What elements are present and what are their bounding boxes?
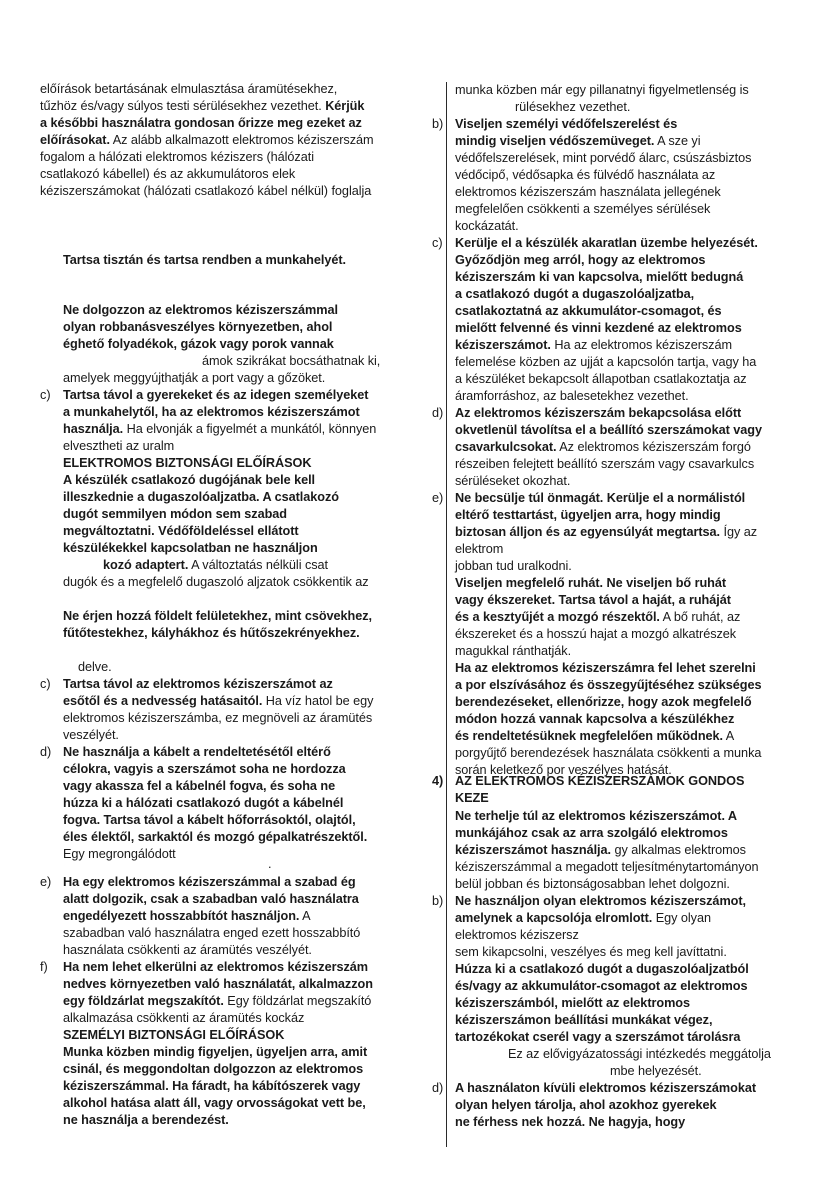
right-text-line bbox=[455, 711, 734, 728]
left-text-line bbox=[63, 387, 368, 404]
right-text-line bbox=[455, 1080, 756, 1097]
left-text-line bbox=[63, 959, 368, 976]
body-text: Egy olyan bbox=[652, 911, 711, 925]
body-text: A bbox=[723, 729, 735, 743]
bold-text: egy földzárlat megszakítót. bbox=[63, 994, 224, 1008]
left-text-line bbox=[63, 942, 312, 959]
left-text-line bbox=[63, 744, 331, 761]
right-text-line bbox=[455, 422, 762, 439]
bold-text: ne férhess nek hozzá. Ne hagyja, hogy bbox=[455, 1115, 686, 1129]
left-text-line bbox=[63, 1095, 366, 1112]
bold-text: és/vagy az akkumulátor-csomagot az elektromos bbox=[455, 979, 748, 993]
list-marker: d) bbox=[432, 1081, 444, 1095]
bold-text: a por elszívásához és összegyűjtéséhez szükséges bbox=[455, 678, 762, 692]
bold-text: A készülék csatlakozó dugójának bele kell bbox=[63, 473, 316, 487]
right-text-line bbox=[455, 456, 754, 473]
right-text-line bbox=[455, 201, 710, 218]
list-marker: 4) bbox=[432, 774, 444, 788]
bold-text: Győződjön meg arról, hogy az elektromos bbox=[455, 253, 706, 267]
bold-text: a csatlakozó dugót a dugaszolóaljzatba, bbox=[455, 287, 695, 301]
right-text-line bbox=[455, 354, 756, 371]
left-text-line bbox=[63, 506, 287, 523]
bold-text: olyan robbanásveszélyes környezetben, ahol bbox=[63, 320, 333, 334]
bold-text: előírásokat. bbox=[40, 133, 110, 147]
left-text-line bbox=[63, 319, 332, 336]
bold-text: munkájához csak az arra szolgáló elektromos bbox=[455, 826, 728, 840]
bold-text: célokra, vagyis a szerszámot soha ne hordozza bbox=[63, 762, 346, 776]
left-text-line bbox=[63, 761, 346, 778]
bold-text: éghető folyadékok, gázok vagy porok vannak bbox=[63, 337, 334, 351]
body-text: rülésekhez vezethet. bbox=[515, 100, 631, 114]
bold-text: fogva. Tartsa távol a kábelt hőforrásoktól, olajtól, bbox=[63, 813, 356, 827]
left-text-line bbox=[40, 132, 374, 149]
left-text-line bbox=[63, 1027, 284, 1044]
left-text-line bbox=[103, 557, 328, 574]
left-text-line bbox=[63, 489, 339, 506]
right-text-line bbox=[455, 269, 743, 286]
bold-text: mielőtt felvenné és vinni kezdené az elektromos bbox=[455, 321, 742, 335]
body-text: elektromos kéziszerszám használata jellegének bbox=[455, 185, 721, 199]
body-text: felemelése közben az ujját a kapcsolón tartja, vagy ha bbox=[455, 355, 757, 369]
body-text: munka közben már egy pillanatnyi figyelmetlenség is bbox=[455, 83, 749, 97]
body-text: delve. bbox=[78, 660, 112, 674]
bold-text: SZEMÉLYI BIZTONSÁGI ELŐÍRÁSOK bbox=[63, 1028, 285, 1042]
left-text-line bbox=[63, 795, 343, 812]
left-text-line bbox=[202, 353, 380, 370]
bold-text: csatlakoztatná az akkumulátor-csomagot, és bbox=[455, 304, 722, 318]
list-marker: f) bbox=[40, 960, 48, 974]
body-text: mbe helyezését. bbox=[610, 1064, 702, 1078]
body-text: veszélyét. bbox=[63, 728, 119, 742]
left-text-line bbox=[40, 149, 314, 166]
right-text-line bbox=[610, 1063, 702, 1080]
right-text-line bbox=[455, 626, 736, 643]
body-text: Ha elvonják a figyelmét a munkától, könnyen bbox=[123, 422, 377, 436]
bold-text: AZ ELEKTROMOS KÉZISZERSZÁMOK GONDOS bbox=[455, 774, 745, 788]
right-text-line bbox=[455, 910, 711, 927]
bold-text: megváltoztatni. Védőföldeléssel ellátott bbox=[63, 524, 299, 538]
left-text-line bbox=[63, 874, 356, 891]
bold-text: olyan helyen tárolja, ahol azokhoz gyerekek bbox=[455, 1098, 717, 1112]
left-text-line bbox=[63, 540, 318, 557]
bold-text: dugót semmilyen módon sem szabad bbox=[63, 507, 287, 521]
body-text: elvesztheti az uralm bbox=[63, 439, 175, 453]
column-divider bbox=[446, 82, 447, 1147]
body-text: Az elektromos kéziszerszám forgó bbox=[556, 440, 751, 454]
left-text-line bbox=[40, 115, 362, 132]
body-text: elektrom bbox=[455, 542, 504, 556]
right-text-line bbox=[455, 825, 728, 842]
body-text: belül jobban és biztonságosabban lehet dolgozni. bbox=[455, 877, 730, 891]
bold-text: Ne használja a kábelt a rendeltetésétől eltérő bbox=[63, 745, 331, 759]
body-text: megfelelően csökkenti a személyes sérülések bbox=[455, 202, 711, 216]
right-text-line bbox=[455, 490, 745, 507]
right-text-line bbox=[455, 893, 746, 910]
right-text-line bbox=[455, 1012, 712, 1029]
body-text: kéziszerszámokat (hálózati csatlakozó kábel nélkül) foglalja bbox=[40, 184, 372, 198]
bold-text: éles élektől, sarkaktól és mozgó gépalkatrészektől. bbox=[63, 830, 368, 844]
right-text-line bbox=[455, 876, 730, 893]
right-text-line bbox=[455, 405, 741, 422]
left-text-line bbox=[63, 370, 325, 387]
right-text-line bbox=[455, 524, 757, 541]
right-text-line bbox=[455, 133, 701, 150]
body-text: sérüléseket okozhat. bbox=[455, 474, 571, 488]
body-text: során keletkező por veszélyes hatását. bbox=[455, 763, 672, 777]
left-text-line bbox=[63, 908, 311, 925]
left-text-line bbox=[63, 302, 338, 319]
bold-text: Ne terhelje túl az elektromos kéziszerszámot. A bbox=[455, 809, 738, 823]
left-text-line bbox=[63, 438, 174, 455]
body-text: ámok szikrákat bocsáthatnak ki, bbox=[202, 354, 381, 368]
right-text-line bbox=[455, 643, 571, 660]
body-text: tűzhöz és/vagy súlyos testi sérülésekhez vezethet. bbox=[40, 99, 326, 113]
right-text-line bbox=[455, 995, 690, 1012]
left-text-line bbox=[63, 993, 371, 1010]
bold-text: kéziszerszámmal. Ha fáradt, ha kábítószerek vagy bbox=[63, 1079, 361, 1093]
left-text-line bbox=[40, 166, 295, 183]
right-text-line bbox=[455, 927, 579, 944]
bold-text: esőtől és a nedvesség hatásaitól. bbox=[63, 694, 263, 708]
bold-text: Ne érjen hozzá földelt felületekhez, mint csövekhez, bbox=[63, 609, 373, 623]
list-marker: e) bbox=[432, 491, 444, 505]
body-text: jobban tud uralkodni. bbox=[455, 559, 572, 573]
body-text: Ha az elektromos kéziszerszám bbox=[550, 338, 732, 352]
bold-text: Húzza ki a csatlakozó dugót a dugaszolóaljzatból bbox=[455, 962, 749, 976]
right-text-line bbox=[455, 961, 749, 978]
right-text-line bbox=[455, 439, 751, 456]
right-text-line bbox=[455, 82, 749, 99]
body-text: gy alkalmas elektromos bbox=[611, 843, 746, 857]
bold-text: vagy akassza fel a kábelnél fogva, és soha ne bbox=[63, 779, 336, 793]
left-text-line bbox=[63, 710, 372, 727]
body-text: fogalom a hálózati elektromos kéziszers (hálózati bbox=[40, 150, 314, 164]
right-text-line bbox=[455, 303, 722, 320]
left-text-line bbox=[63, 727, 119, 744]
body-text: csatlakozó kábellel) és az akkumulátoros elek bbox=[40, 167, 296, 181]
bold-text: Tartsa tisztán és tartsa rendben a munkahelyét. bbox=[63, 253, 346, 267]
left-text-line bbox=[63, 829, 367, 846]
bold-text: okvetlenül távolítsa el a beállító szerszámokat vagy bbox=[455, 423, 762, 437]
body-text: A bbox=[299, 909, 311, 923]
body-text: áramforráshoz, az balesetekhez vezethet. bbox=[455, 389, 689, 403]
bold-text: KEZE bbox=[455, 791, 489, 805]
left-text-line bbox=[63, 574, 369, 591]
right-text-line bbox=[515, 99, 630, 116]
right-text-line bbox=[455, 660, 756, 677]
bold-text: Ne becsülje túl önmagát. Kerülje el a normálistól bbox=[455, 491, 746, 505]
left-text-line bbox=[63, 925, 360, 942]
right-text-line bbox=[455, 978, 748, 995]
bold-text: Kerülje el a készülék akaratlan üzembe helyezését. bbox=[455, 236, 758, 250]
body-text: védőfelszerelések, mint porvédő álarc, csúszásbiztos bbox=[455, 151, 752, 165]
right-text-line bbox=[455, 235, 758, 252]
bold-text: a munkahelytől, ha az elektromos kéziszerszámot bbox=[63, 405, 360, 419]
bold-text: kéziszerszám ki van kapcsolva, mielőtt bedugná bbox=[455, 270, 744, 284]
right-text-line bbox=[455, 745, 761, 762]
body-text: A bő ruhát, az bbox=[659, 610, 741, 624]
body-text: Egy megrongálódott bbox=[63, 847, 176, 861]
left-text-line bbox=[63, 1010, 304, 1027]
body-text: elektromos kéziszersz bbox=[455, 928, 579, 942]
bold-text: kéziszerszámot. bbox=[455, 338, 551, 352]
bold-text: csinál, és meggondoltan dolgozzon az elektromos bbox=[63, 1062, 364, 1076]
body-text: A sze yi bbox=[654, 134, 701, 148]
right-text-line bbox=[455, 252, 705, 269]
right-text-line bbox=[455, 808, 737, 825]
bold-text: Kérjük bbox=[325, 99, 365, 113]
bold-text: készülékekkel kapcsolatban ne használjon bbox=[63, 541, 318, 555]
right-text-line bbox=[455, 1029, 740, 1046]
bold-text: Tartsa távol az elektromos kéziszerszámot az bbox=[63, 677, 333, 691]
bold-text: Ha egy elektromos kéziszerszámmal a szabad ég bbox=[63, 875, 356, 889]
bold-text: engedélyezett hosszabbítót használjon. bbox=[63, 909, 300, 923]
body-text: magukkal ránthatják. bbox=[455, 644, 572, 658]
right-text-line bbox=[455, 337, 732, 354]
right-text-line bbox=[455, 320, 742, 337]
left-text-line bbox=[63, 404, 360, 421]
right-text-line bbox=[455, 116, 677, 133]
right-text-line bbox=[455, 790, 489, 807]
bold-text: eltérő testtartást, ügyeljen arra, hogy mindig bbox=[455, 508, 721, 522]
right-text-line bbox=[455, 773, 744, 790]
body-text: részeiben felejtett beállító szerszám vagy csavarkulcs bbox=[455, 457, 755, 471]
right-text-line bbox=[455, 575, 726, 592]
left-text-line bbox=[63, 472, 315, 489]
left-text-line bbox=[63, 1044, 367, 1061]
bold-text: nedves környezetben való használatát, alkalmazzon bbox=[63, 977, 373, 991]
body-text: amelyek meggyújthatják a port vagy a gőzöket. bbox=[63, 371, 326, 385]
body-text: elektromos kéziszerszámba, ez megnöveli az áramütés bbox=[63, 711, 373, 725]
right-text-line bbox=[455, 507, 721, 524]
bold-text: ELEKTROMOS BIZTONSÁGI ELŐÍRÁSOK bbox=[63, 456, 312, 470]
body-text: előírások betartásának elmulasztása áramütésekhez, bbox=[40, 82, 338, 96]
left-text-line bbox=[63, 846, 176, 863]
right-text-line bbox=[455, 842, 746, 859]
left-text-line bbox=[63, 693, 373, 710]
left-text-line bbox=[268, 856, 271, 873]
right-text-line bbox=[455, 944, 727, 961]
left-text-line bbox=[63, 1112, 229, 1129]
left-text-line bbox=[40, 98, 364, 115]
left-text-line bbox=[63, 421, 376, 438]
bold-text: biztosan álljon és az egyensúlyát megtartsa. bbox=[455, 525, 721, 539]
bold-text: ne használja a berendezést. bbox=[63, 1113, 229, 1127]
body-text: porgyűjtő berendezések használata csökkenti a munka bbox=[455, 746, 762, 760]
right-text-line bbox=[455, 388, 689, 405]
left-text-line bbox=[63, 891, 359, 908]
right-text-line bbox=[455, 218, 519, 235]
bold-text: kéziszerszámból, mielőtt az elektromos bbox=[455, 996, 691, 1010]
body-text: kéziszerszámmal a megadott teljesítménytartományon bbox=[455, 860, 759, 874]
list-marker: b) bbox=[432, 117, 444, 131]
left-text-line bbox=[63, 778, 335, 795]
body-text: Ha víz hatol be egy bbox=[262, 694, 374, 708]
left-text-line bbox=[63, 1078, 360, 1095]
left-text-line bbox=[63, 976, 373, 993]
bold-text: csavarkulcsokat. bbox=[455, 440, 557, 454]
bold-text: Ha az elektromos kéziszerszámra fel lehet szerelni bbox=[455, 661, 756, 675]
right-text-line bbox=[455, 592, 731, 609]
bold-text: húzza ki a hálózati csatlakozó dugót a kábelnél bbox=[63, 796, 344, 810]
list-marker: d) bbox=[432, 406, 444, 420]
left-text-line bbox=[63, 252, 346, 269]
body-text: a készüléket bekapcsolt állapotban csatlakoztatja az bbox=[455, 372, 747, 386]
left-text-line bbox=[40, 81, 337, 98]
bold-text: tartozékokat cserél vagy a szerszámot tárolásra bbox=[455, 1030, 741, 1044]
left-text-line bbox=[63, 625, 360, 642]
left-text-line bbox=[63, 523, 299, 540]
body-text: A változtatás nélküli csat bbox=[188, 558, 329, 572]
right-text-line bbox=[455, 473, 570, 490]
body-text: alkalmazása csökkenti az áramütés kockáz bbox=[63, 1011, 305, 1025]
bold-text: Viseljen személyi védőfelszerelést és bbox=[455, 117, 678, 131]
left-text-line bbox=[63, 455, 311, 472]
body-text: használata csökkenti az áramütés veszélyét. bbox=[63, 943, 312, 957]
body-text: Az alább alkalmazott elektromos kéziszerszám bbox=[109, 133, 374, 147]
bold-text: mindig viseljen védőszemüveget. bbox=[455, 134, 655, 148]
body-text: ékszereket és a hosszú hajat a mozgó alkatrészek bbox=[455, 627, 737, 641]
right-text-line bbox=[455, 1114, 685, 1131]
bold-text: alatt dolgozik, csak a szabadban való használatra bbox=[63, 892, 359, 906]
right-text-line bbox=[455, 558, 572, 575]
left-text-line bbox=[40, 183, 371, 200]
left-text-line bbox=[63, 336, 334, 353]
bold-text: fűtőtestekhez, kályhákhoz és hűtőszekrényekhez. bbox=[63, 626, 360, 640]
right-text-line bbox=[455, 167, 715, 184]
list-marker: c) bbox=[40, 677, 51, 691]
body-text: védőcipő, védősapka és fülvédő használata az bbox=[455, 168, 716, 182]
left-text-line bbox=[63, 812, 356, 829]
body-text: . bbox=[268, 857, 272, 871]
bold-text: kéziszerszámot használja. bbox=[455, 843, 612, 857]
right-text-line bbox=[455, 184, 721, 201]
right-text-line bbox=[455, 728, 734, 745]
body-text: Egy földzárlat megszakító bbox=[223, 994, 372, 1008]
body-text: szabadban való használatra enged ezett hosszabbító bbox=[63, 926, 361, 940]
left-text-line bbox=[63, 676, 333, 693]
bold-text: A használaton kívüli elektromos kéziszerszámokat bbox=[455, 1081, 757, 1095]
bold-text: Az elektromos kéziszerszám bekapcsolása előtt bbox=[455, 406, 742, 420]
list-marker: d) bbox=[40, 745, 52, 759]
right-text-line bbox=[455, 677, 761, 694]
bold-text: használja. bbox=[63, 422, 124, 436]
body-text: Így az bbox=[720, 525, 758, 539]
right-text-line bbox=[455, 286, 694, 303]
right-text-line bbox=[455, 1097, 717, 1114]
body-text: kockázatát. bbox=[455, 219, 519, 233]
bold-text: Tartsa távol a gyerekeket és az idegen személyeket bbox=[63, 388, 369, 402]
list-marker: b) bbox=[432, 894, 444, 908]
list-marker: c) bbox=[432, 236, 443, 250]
bold-text: és a kesztyűjét a mozgó részektől. bbox=[455, 610, 660, 624]
list-marker: c) bbox=[40, 388, 51, 402]
bold-text: a későbbi használatra gondosan őrizze meg ezeket az bbox=[40, 116, 362, 130]
bold-text: és rendeltetésüknek megfelelően működnek. bbox=[455, 729, 724, 743]
bold-text: kéziszerszámon beállítási munkákat végez, bbox=[455, 1013, 713, 1027]
bold-text: amelynek a kapcsolója elromlott. bbox=[455, 911, 653, 925]
right-text-line bbox=[455, 371, 747, 388]
bold-text: vagy ékszereket. Tartsa távol a haját, a ruháját bbox=[455, 593, 731, 607]
left-text-line bbox=[63, 608, 372, 625]
bold-text: illeszkednie a dugaszolóaljzatba. A csatlakozó bbox=[63, 490, 339, 504]
bold-text: Ne használjon olyan elektromos kéziszerszámot, bbox=[455, 894, 747, 908]
right-text-line bbox=[455, 609, 740, 626]
bold-text: Ha nem lehet elkerülni az elektromos kéziszerszám bbox=[63, 960, 369, 974]
right-text-line bbox=[455, 541, 503, 558]
body-text: dugók és a megfelelő dugaszoló aljzatok csökkentik az bbox=[63, 575, 369, 589]
bold-text: alkohol hatása alatt áll, vagy orvosságokat vett be, bbox=[63, 1096, 366, 1110]
bold-text: módon hozzá vannak kapcsolva a készülékhez bbox=[455, 712, 735, 726]
left-text-line bbox=[63, 1061, 363, 1078]
right-text-line bbox=[455, 859, 759, 876]
body-text: sem kikapcsolni, veszélyes és meg kell javíttatni. bbox=[455, 945, 727, 959]
body-text: Ez az elővigyázatossági intézkedés meggátolja bbox=[508, 1047, 771, 1061]
bold-text: Munka közben mindig figyeljen, ügyeljen arra, amit bbox=[63, 1045, 368, 1059]
right-text-line bbox=[455, 150, 751, 167]
left-text-line bbox=[78, 659, 112, 676]
bold-text: Ne dolgozzon az elektromos kéziszerszámmal bbox=[63, 303, 338, 317]
right-text-line bbox=[508, 1046, 771, 1063]
bold-text: Viseljen megfelelő ruhát. Ne viseljen bő ruhát bbox=[455, 576, 727, 590]
bold-text: berendezéseket, ellenőrizze, hogy azok megfelelő bbox=[455, 695, 752, 709]
right-text-line bbox=[455, 694, 752, 711]
bold-text: kozó adaptert. bbox=[103, 558, 189, 572]
list-marker: e) bbox=[40, 875, 52, 889]
